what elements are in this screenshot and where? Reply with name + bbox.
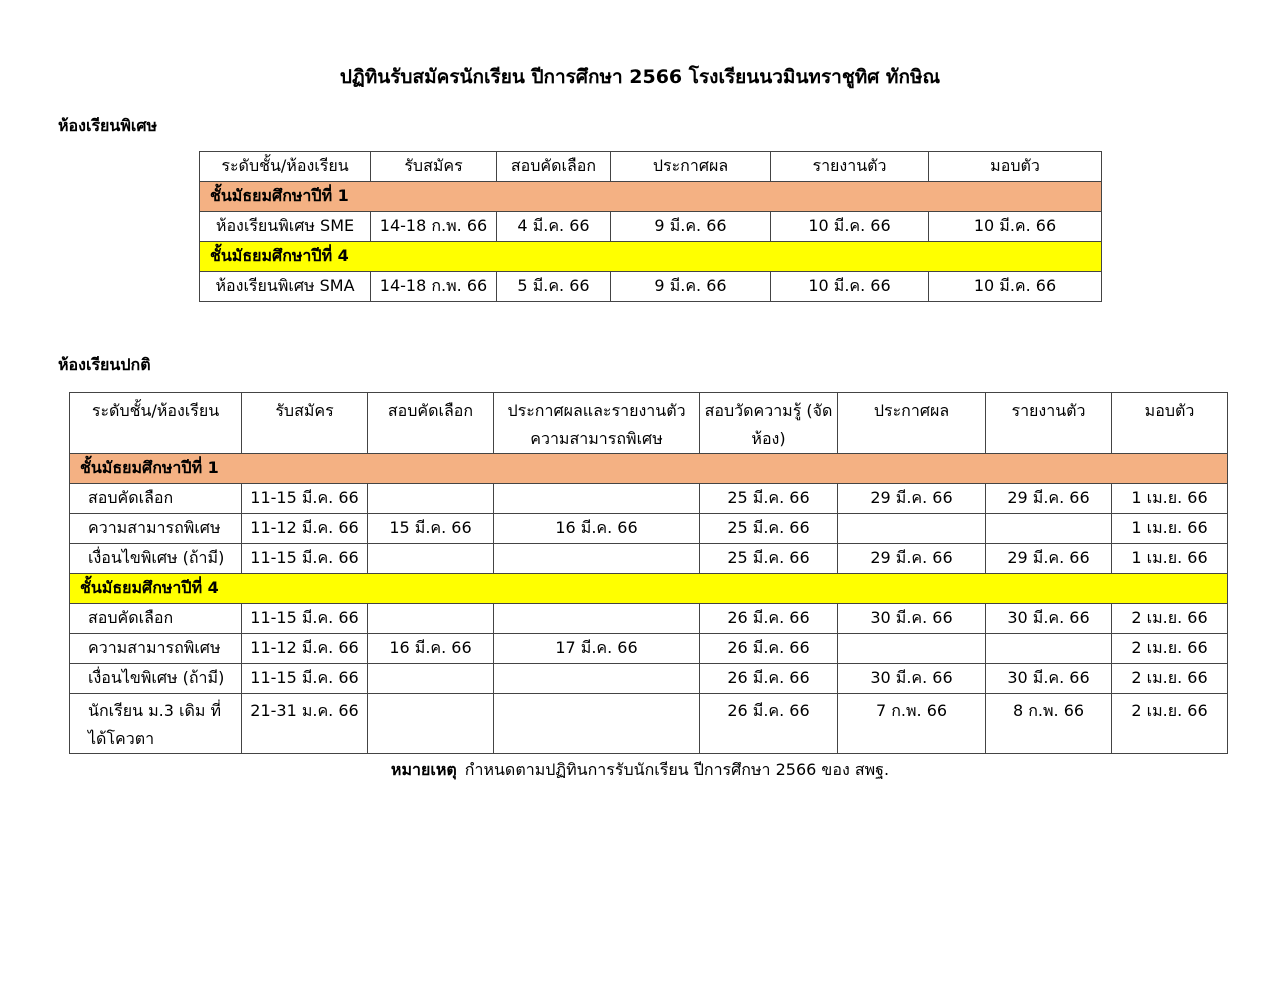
page-title: ปฏิทินรับสมัครนักเรียน ปีการศึกษา 2566 โรงเรียนนวมินทราชูทิศ ทักษิณ — [339, 66, 941, 88]
table-cell: 1 เม.ย. 66 — [1112, 544, 1228, 574]
level-row-m1 — [70, 454, 1228, 484]
level-label: ชั้นมัธยมศึกษาปีที่ 4 — [200, 242, 1102, 272]
table-cell: 11-12 มี.ค. 66 — [242, 634, 368, 664]
table-cell: 10 มี.ค. 66 — [929, 272, 1102, 302]
table-cell: 16 มี.ค. 66 — [494, 514, 700, 544]
table-cell: 8 ก.พ. 66 — [986, 694, 1112, 754]
table-cell: 9 มี.ค. 66 — [611, 272, 771, 302]
table-cell: 30 มี.ค. 66 — [986, 604, 1112, 634]
table-cell: 25 มี.ค. 66 — [700, 544, 838, 574]
header-cell: มอบตัว — [1112, 393, 1228, 454]
table-cell: 2 เม.ย. 66 — [1112, 694, 1228, 754]
header-cell: สอบคัดเลือก — [497, 152, 611, 182]
row-label: นักเรียน ม.3 เดิม ที่ได้โควตา — [70, 694, 242, 754]
table-row — [70, 484, 1228, 514]
footnote-text: กำหนดตามปฏิทินการรับนักเรียน ปีการศึกษา 2566 ของ สพฐ. — [464, 760, 890, 779]
header-cell: ระดับชั้น/ห้องเรียน — [70, 393, 242, 454]
header-cell: รับสมัคร — [242, 393, 368, 454]
table-cell: 2 เม.ย. 66 — [1112, 604, 1228, 634]
table-cell: 26 มี.ค. 66 — [700, 664, 838, 694]
table-row — [70, 544, 1228, 574]
row-label: ห้องเรียนพิเศษ SMA — [200, 272, 371, 302]
header-cell: รับสมัคร — [371, 152, 497, 182]
header-cell: ประกาศผลและรายงานตัว ความสามารถพิเศษ — [494, 393, 700, 454]
table-row — [70, 514, 1228, 544]
table-cell: 10 มี.ค. 66 — [771, 272, 929, 302]
table-cell — [494, 664, 700, 694]
table-cell — [368, 544, 494, 574]
table-cell: 21-31 ม.ค. 66 — [242, 694, 368, 754]
special-section-label: ห้องเรียนพิเศษ — [58, 116, 158, 135]
normal-class-table — [69, 392, 1228, 754]
level-row-m4 — [200, 242, 1102, 272]
row-label: สอบคัดเลือก — [70, 484, 242, 514]
table-cell: 29 มี.ค. 66 — [986, 484, 1112, 514]
table-row — [70, 634, 1228, 664]
header-cell: ประกาศผล — [611, 152, 771, 182]
table-cell: 10 มี.ค. 66 — [771, 212, 929, 242]
table-cell — [368, 664, 494, 694]
table-cell — [986, 514, 1112, 544]
table-cell: 16 มี.ค. 66 — [368, 634, 494, 664]
table-cell: 14-18 ก.พ. 66 — [371, 272, 497, 302]
table-cell — [368, 694, 494, 754]
level-row-m4 — [70, 574, 1228, 604]
table-row — [70, 694, 1228, 754]
table-cell: 26 มี.ค. 66 — [700, 604, 838, 634]
table-cell: 15 มี.ค. 66 — [368, 514, 494, 544]
table-cell: 4 มี.ค. 66 — [497, 212, 611, 242]
special-class-table — [199, 151, 1102, 302]
footnote — [0, 758, 1280, 783]
row-label: เงื่อนไขพิเศษ (ถ้ามี) — [70, 544, 242, 574]
table-cell: 7 ก.พ. 66 — [838, 694, 986, 754]
row-label: เงื่อนไขพิเศษ (ถ้ามี) — [70, 664, 242, 694]
table-cell: 26 มี.ค. 66 — [700, 694, 838, 754]
level-label: ชั้นมัธยมศึกษาปีที่ 1 — [200, 182, 1102, 212]
row-label: สอบคัดเลือก — [70, 604, 242, 634]
table-cell: 29 มี.ค. 66 — [838, 484, 986, 514]
table-cell: 17 มี.ค. 66 — [494, 634, 700, 664]
table-cell: 14-18 ก.พ. 66 — [371, 212, 497, 242]
footnote-label: หมายเหตุ — [390, 760, 457, 779]
table-cell: 11-15 มี.ค. 66 — [242, 664, 368, 694]
header-cell: ระดับชั้น/ห้องเรียน — [200, 152, 371, 182]
table-cell — [986, 634, 1112, 664]
table-cell: 1 เม.ย. 66 — [1112, 514, 1228, 544]
table-cell: 2 เม.ย. 66 — [1112, 634, 1228, 664]
table-row — [70, 604, 1228, 634]
level-label: ชั้นมัธยมศึกษาปีที่ 4 — [70, 574, 1228, 604]
table-cell: 30 มี.ค. 66 — [838, 664, 986, 694]
table-row — [200, 272, 1102, 302]
table-cell: 26 มี.ค. 66 — [700, 634, 838, 664]
table-cell: 29 มี.ค. 66 — [986, 544, 1112, 574]
row-label: ห้องเรียนพิเศษ SME — [200, 212, 371, 242]
header-cell: มอบตัว — [929, 152, 1102, 182]
table-cell: 11-15 มี.ค. 66 — [242, 484, 368, 514]
table-cell: 30 มี.ค. 66 — [986, 664, 1112, 694]
table-cell: 11-12 มี.ค. 66 — [242, 514, 368, 544]
table-cell — [368, 604, 494, 634]
level-label: ชั้นมัธยมศึกษาปีที่ 1 — [70, 454, 1228, 484]
header-cell: สอบวัดความรู้ (จัดห้อง) — [700, 393, 838, 454]
table-cell: 11-15 มี.ค. 66 — [242, 544, 368, 574]
table-cell: 25 มี.ค. 66 — [700, 514, 838, 544]
table-cell — [368, 484, 494, 514]
table-header-row — [70, 393, 1228, 454]
table-cell — [494, 694, 700, 754]
table-cell — [494, 544, 700, 574]
table-row — [70, 664, 1228, 694]
table-cell: 1 เม.ย. 66 — [1112, 484, 1228, 514]
header-cell: รายงานตัว — [986, 393, 1112, 454]
table-header-row — [200, 152, 1102, 182]
table-cell: 9 มี.ค. 66 — [611, 212, 771, 242]
row-label: ความสามารถพิเศษ — [70, 514, 242, 544]
table-cell — [838, 634, 986, 664]
table-cell: 10 มี.ค. 66 — [929, 212, 1102, 242]
table-cell: 30 มี.ค. 66 — [838, 604, 986, 634]
table-cell: 2 เม.ย. 66 — [1112, 664, 1228, 694]
table-cell: 11-15 มี.ค. 66 — [242, 604, 368, 634]
level-row-m1 — [200, 182, 1102, 212]
table-cell — [494, 604, 700, 634]
table-cell: 5 มี.ค. 66 — [497, 272, 611, 302]
header-cell: สอบคัดเลือก — [368, 393, 494, 454]
normal-section-label: ห้องเรียนปกติ — [58, 355, 151, 374]
header-cell: รายงานตัว — [771, 152, 929, 182]
header-cell: ประกาศผล — [838, 393, 986, 454]
table-cell: 29 มี.ค. 66 — [838, 544, 986, 574]
table-row — [200, 212, 1102, 242]
row-label: ความสามารถพิเศษ — [70, 634, 242, 664]
table-cell: 25 มี.ค. 66 — [700, 484, 838, 514]
table-cell — [494, 484, 700, 514]
table-cell — [838, 514, 986, 544]
